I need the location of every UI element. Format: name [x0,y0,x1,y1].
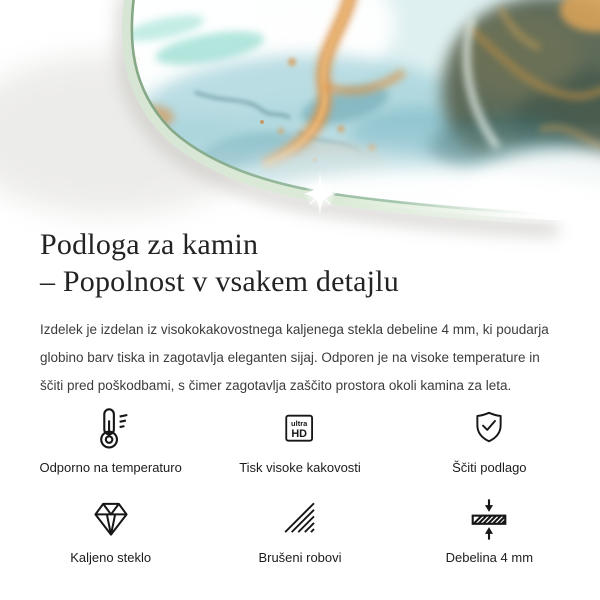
feature-item-temperature [16,406,205,476]
page-title-line-1: Podloga za kamin [40,228,259,261]
page-title [40,226,560,300]
feature-label: Brušeni robovi [258,550,342,565]
feature-label: Odporno na temperaturo [39,460,182,475]
feature-grid [0,406,600,566]
brushed-edges-icon [279,496,321,542]
svg-text:HD: HD [291,427,307,440]
shield-check-icon [468,406,510,452]
feature-item-thickness [395,496,584,566]
feature-item-protection [395,406,584,476]
feature-label: Debelina 4 mm [445,550,534,565]
feature-item-brushed-edges [205,496,394,566]
feature-item-print-quality [205,406,394,476]
feature-item-tempered-glass [16,496,205,566]
feature-label: Kaljeno steklo [70,550,152,565]
feature-label: Tisk visoke kakovosti [239,460,361,475]
page-title-line-2: – Popolnost v vsakem detajlu [40,265,399,298]
product-description: Izdelek je izdelan iz visokokakovostnega kaljenega stekla debeline 4 mm, ki poudarja globino barv tiska in zagotavlja eleganten sijaj. Odporen je na visoke temperature in ščiti pred poškodbami, s čimer zagotavlja zaščito prostora okoli kamina za leta. [40,322,549,393]
diamond-icon [89,496,133,542]
thermometer-icon [88,406,134,452]
svg-text:ultra: ultra [291,419,308,429]
feature-label: Ščiti podlago [452,460,527,475]
ultra-hd-icon [280,406,320,452]
thickness-icon [466,496,512,542]
